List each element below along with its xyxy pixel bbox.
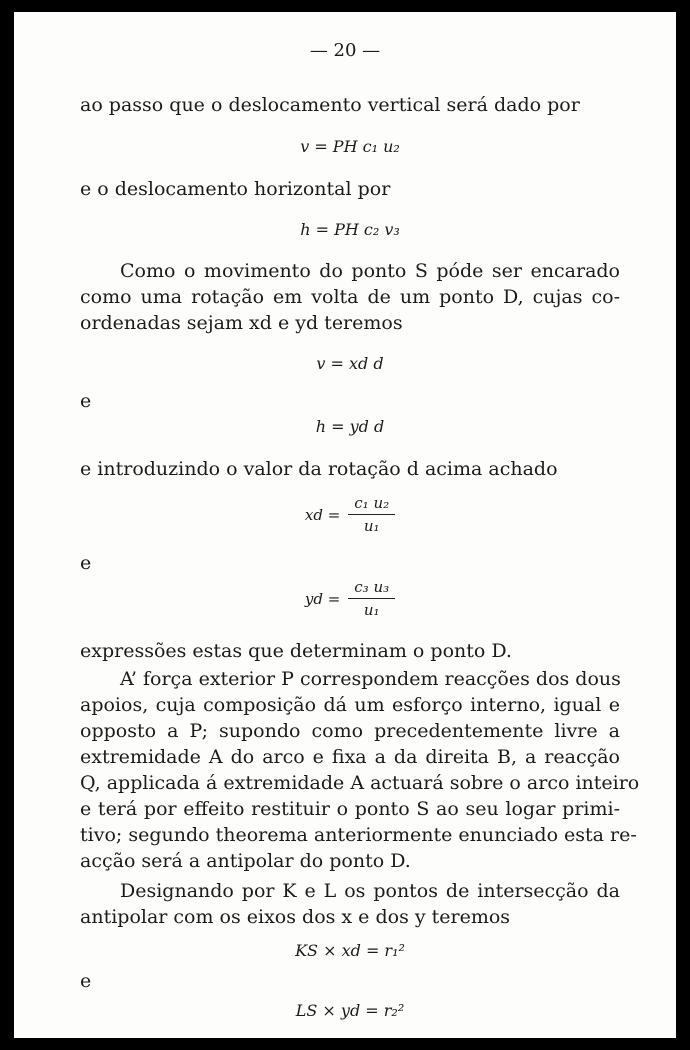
paragraph-line: acção será a antipolar do ponto D. bbox=[80, 850, 411, 872]
fraction-yd bbox=[80, 578, 620, 619]
page-number: — 20 — bbox=[309, 40, 381, 61]
conjunction: e bbox=[80, 390, 92, 412]
text-line: ao passo que o deslocamento vertical será dado por bbox=[80, 94, 580, 116]
fraction-numerator: c₁ u₂ bbox=[348, 494, 395, 515]
text-line: e introduzindo o valor da rotação d acima achado bbox=[80, 458, 558, 480]
text-line: e o deslocamento horizontal por bbox=[80, 178, 391, 200]
paragraph-line: Como o movimento do ponto S póde ser encarado bbox=[120, 260, 620, 282]
paragraph-line: ordenadas sejam xd e yd teremos bbox=[80, 312, 403, 334]
fraction-lhs: xd = bbox=[304, 505, 341, 524]
conjunction: e bbox=[80, 552, 92, 574]
equation-ks: KS × xd = r₁² bbox=[295, 941, 405, 960]
paragraph-line: como uma rotação em volta de um ponto D, cujas co- bbox=[80, 286, 620, 308]
paragraph-line: opposto a P; supondo como precedentemente livre a bbox=[80, 720, 620, 742]
paragraph-line: Q, applicada á extremidade A actuará sobre o arco inteiro bbox=[80, 772, 640, 794]
paragraph-line: e terá por effeito restituir o ponto S ao seu logar primi- bbox=[80, 798, 620, 820]
fraction-lhs: yd = bbox=[304, 589, 341, 608]
paragraph-line: antipolar com os eixos dos x e dos y teremos bbox=[80, 906, 511, 928]
paragraph-line: tivo; segundo theorema anteriormente enunciado esta re- bbox=[80, 824, 637, 846]
fraction-numerator: c₃ u₃ bbox=[348, 578, 395, 599]
paragraph-line: A’ força exterior P correspondem reacções dos dous bbox=[120, 668, 621, 690]
equation-h-rotation: h = yd d bbox=[315, 417, 385, 436]
fraction-denominator: u₁ bbox=[363, 517, 380, 535]
text-line: expressões estas que determinam o ponto D. bbox=[80, 640, 512, 662]
paragraph-line: extremidade A do arco e fixa a da direita B, a reacção bbox=[80, 746, 620, 768]
equation-v: v = PH c₁ u₂ bbox=[300, 137, 400, 156]
fraction-denominator: u₁ bbox=[363, 601, 380, 619]
equation-v-rotation: v = xd d bbox=[316, 354, 384, 373]
equation-ls: LS × yd = r₂² bbox=[295, 1001, 405, 1020]
conjunction: e bbox=[80, 970, 92, 992]
paragraph-line: Designando por K e L os pontos de intersecção da bbox=[120, 880, 620, 902]
equation-h: h = PH c₂ v₃ bbox=[300, 220, 400, 239]
book-page bbox=[14, 12, 676, 1038]
fraction-xd bbox=[80, 494, 620, 535]
paragraph-line: apoios, cuja composição dá um esforço interno, igual e bbox=[80, 694, 620, 716]
